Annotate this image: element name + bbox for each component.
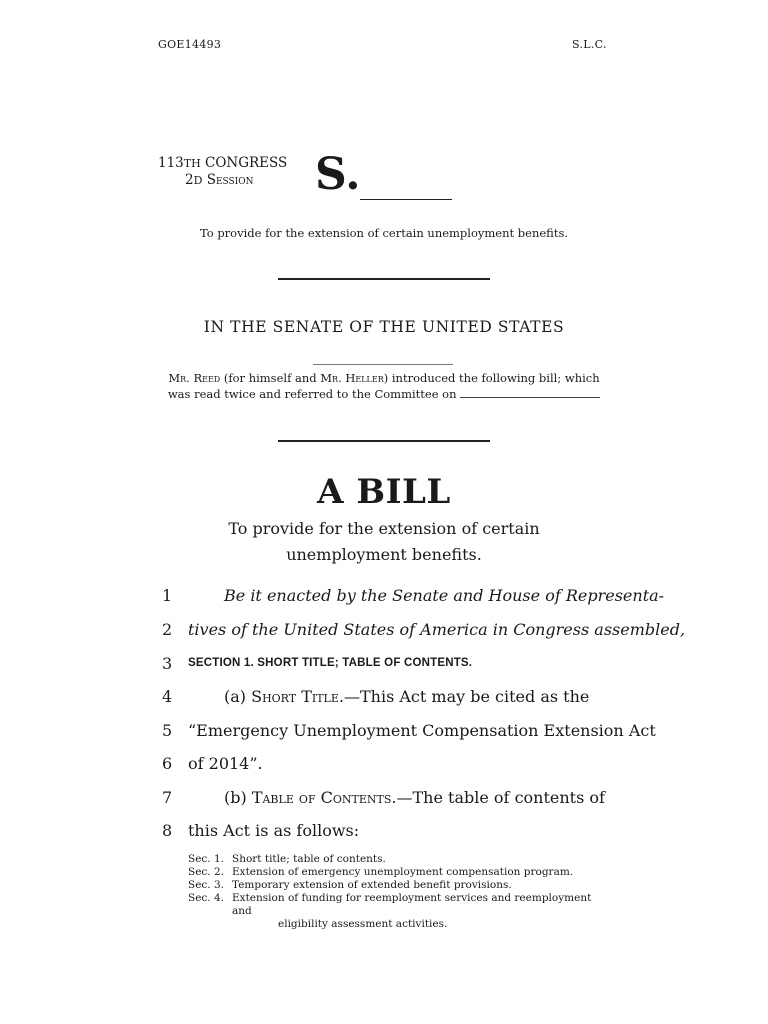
short-purpose: To provide for the extension of certain unemployment benefits. — [199, 226, 569, 240]
section-heading: SECTION 1. SHORT TITLE; TABLE OF CONTENTS. — [188, 657, 473, 669]
cosponsor-name: Mr. Heller — [320, 371, 384, 385]
document-id: GOE14493 — [158, 38, 222, 51]
body-line: this Act is as follows: — [188, 821, 360, 840]
subsection-prefix: (a) — [224, 687, 252, 706]
toc-title: Short title; table of contents. — [232, 853, 386, 865]
session-number — [158, 172, 287, 189]
subsection-text: .—The table of contents of — [391, 788, 605, 807]
intro-part-2: ) introduced the following bill; which was read twice and referred to the Committee on — [167, 371, 600, 401]
divider-top — [278, 278, 490, 280]
toc-label: Sec. — [188, 866, 211, 878]
line-number: 7 — [162, 788, 173, 807]
toc-number: 1. — [214, 853, 225, 865]
toc-title: Extension of emergency unemployment compensation program. — [232, 866, 574, 878]
introduction-text — [160, 371, 608, 402]
subsection-caption: Table of Contents — [251, 788, 392, 807]
toc-continuation: eligibility assessment activities. — [278, 918, 448, 930]
committee-blank — [460, 387, 600, 398]
chamber-mark: S. — [315, 149, 361, 200]
line-number: 6 — [162, 754, 173, 773]
toc-entry — [188, 866, 612, 879]
session-number-suffix: D — [193, 174, 203, 187]
bill-title: A BILL — [317, 472, 451, 512]
table-of-contents — [188, 853, 612, 931]
subsection-b-line — [188, 788, 646, 807]
intro-part-1: (for himself and — [223, 371, 321, 385]
toc-number: 3. — [214, 879, 225, 891]
body-line: “Emergency Unemployment Compensation Extension Act — [188, 721, 656, 740]
divider-thin — [313, 364, 453, 365]
toc-number: 4. — [214, 892, 225, 904]
subsection-caption: Short Title — [251, 687, 339, 706]
office-code: S.L.C. — [572, 38, 607, 51]
toc-entry — [188, 879, 612, 892]
congress-word: CONGRESS — [205, 155, 288, 171]
line-number: 2 — [162, 620, 173, 639]
toc-label: Sec. — [188, 853, 211, 865]
line-number: 4 — [162, 687, 173, 706]
line-number: 3 — [162, 654, 173, 673]
senate-heading: IN THE SENATE OF THE UNITED STATES — [203, 318, 565, 336]
subsection-prefix: (b) — [224, 788, 252, 807]
long-purpose: To provide for the extension of certain unemployment benefits. — [228, 519, 540, 564]
line-number: 8 — [162, 821, 173, 840]
session-word: Session — [206, 172, 254, 188]
body-line: of 2014”. — [188, 754, 263, 773]
toc-title: Temporary extension of extended benefit provisions. — [232, 879, 512, 891]
subsection-text: .—This Act may be cited as the — [338, 687, 590, 706]
bill-number-blank — [360, 199, 452, 200]
enacting-clause-line: Be it enacted by the Senate and House of Representa- — [224, 586, 665, 605]
toc-label: Sec. — [188, 879, 211, 891]
congress-session-block — [158, 155, 287, 189]
toc-label: Sec. — [188, 892, 211, 904]
toc-title: Extension of funding for reemployment services and reemployment and — [232, 892, 592, 917]
toc-number: 2. — [214, 866, 225, 878]
enacting-clause-line: tives of the United States of America in Congress assembled, — [188, 620, 686, 639]
toc-entry — [188, 853, 612, 866]
session-number-value: 2 — [185, 172, 194, 188]
divider-bottom — [278, 440, 490, 442]
congress-number — [158, 155, 287, 172]
congress-number-suffix: TH — [183, 157, 201, 170]
subsection-a-line — [188, 687, 646, 706]
congress-number-value: 113 — [158, 155, 184, 171]
toc-entry — [188, 892, 612, 918]
sponsor-name: Mr. Reed — [168, 371, 221, 385]
line-number: 1 — [162, 586, 173, 605]
line-number: 5 — [162, 721, 173, 740]
